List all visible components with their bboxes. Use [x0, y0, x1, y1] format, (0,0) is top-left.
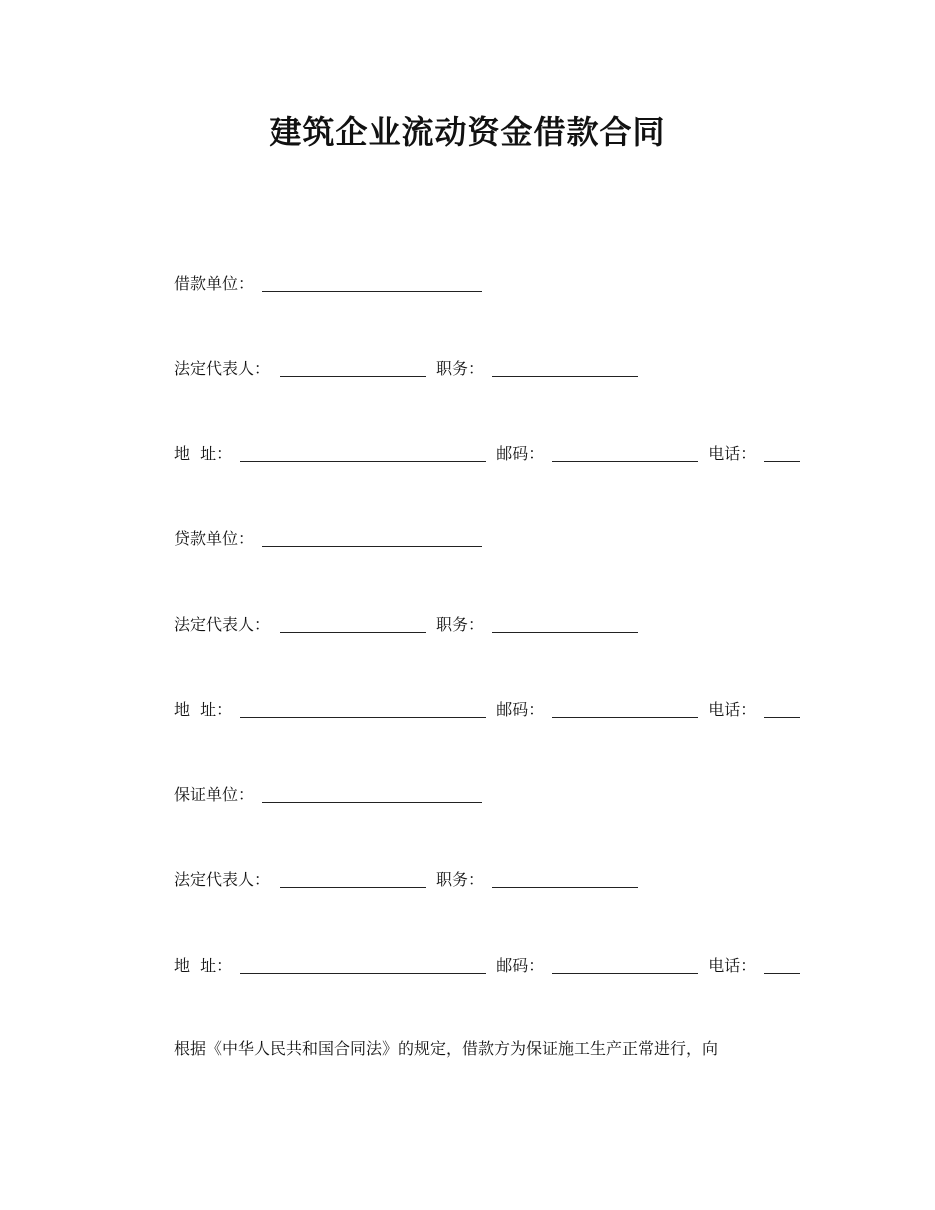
lender-address-label: 地 址：	[174, 700, 233, 719]
guarantor-rep-row	[174, 866, 638, 890]
lender-phone-blank[interactable]	[764, 717, 800, 718]
guarantor-unit-blank[interactable]	[262, 802, 482, 803]
borrower-rep-row	[174, 355, 638, 379]
borrower-rep-label: 法定代表人：	[174, 359, 271, 378]
lender-rep-label: 法定代表人：	[174, 615, 271, 634]
guarantor-postcode-label: 邮码：	[496, 956, 545, 975]
borrower-phone-label: 电话：	[708, 444, 757, 463]
borrower-unit-row	[174, 270, 482, 294]
guarantor-rep-blank[interactable]	[280, 887, 426, 888]
guarantor-phone-blank[interactable]	[764, 973, 800, 974]
intro-paragraph: 根据《中华人民共和国合同法》的规定，借款方为保证施工生产正常进行，向	[174, 1039, 719, 1058]
borrower-rep-blank[interactable]	[280, 376, 426, 377]
guarantor-postcode-blank[interactable]	[552, 973, 698, 974]
borrower-postcode-label: 邮码：	[496, 444, 545, 463]
lender-unit-label: 贷款单位：	[174, 529, 255, 548]
borrower-postcode-blank[interactable]	[552, 461, 698, 462]
lender-phone-label: 电话：	[708, 700, 757, 719]
borrower-phone-blank[interactable]	[764, 461, 800, 462]
guarantor-position-label: 职务：	[436, 870, 485, 889]
guarantor-address-row	[174, 952, 800, 976]
guarantor-position-blank[interactable]	[492, 887, 638, 888]
borrower-address-label: 地 址：	[174, 444, 233, 463]
guarantor-unit-row	[174, 781, 482, 805]
borrower-address-blank[interactable]	[240, 461, 486, 462]
borrower-position-label: 职务：	[436, 359, 485, 378]
guarantor-unit-label: 保证单位：	[174, 785, 255, 804]
lender-address-blank[interactable]	[240, 717, 486, 718]
borrower-position-blank[interactable]	[492, 376, 638, 377]
lender-position-blank[interactable]	[492, 632, 638, 633]
lender-unit-row	[174, 525, 482, 549]
lender-rep-row	[174, 611, 638, 635]
document-title: 建筑企业流动资金借款合同	[269, 113, 666, 151]
borrower-unit-blank[interactable]	[262, 291, 482, 292]
lender-postcode-blank[interactable]	[552, 717, 698, 718]
lender-postcode-label: 邮码：	[496, 700, 545, 719]
guarantor-address-blank[interactable]	[240, 973, 486, 974]
borrower-unit-label: 借款单位：	[174, 274, 255, 293]
lender-unit-blank[interactable]	[262, 546, 482, 547]
lender-address-row	[174, 696, 800, 720]
guarantor-address-label: 地 址：	[174, 956, 233, 975]
lender-rep-blank[interactable]	[280, 632, 426, 633]
borrower-address-row	[174, 440, 800, 464]
lender-position-label: 职务：	[436, 615, 485, 634]
guarantor-phone-label: 电话：	[708, 956, 757, 975]
guarantor-rep-label: 法定代表人：	[174, 870, 271, 889]
